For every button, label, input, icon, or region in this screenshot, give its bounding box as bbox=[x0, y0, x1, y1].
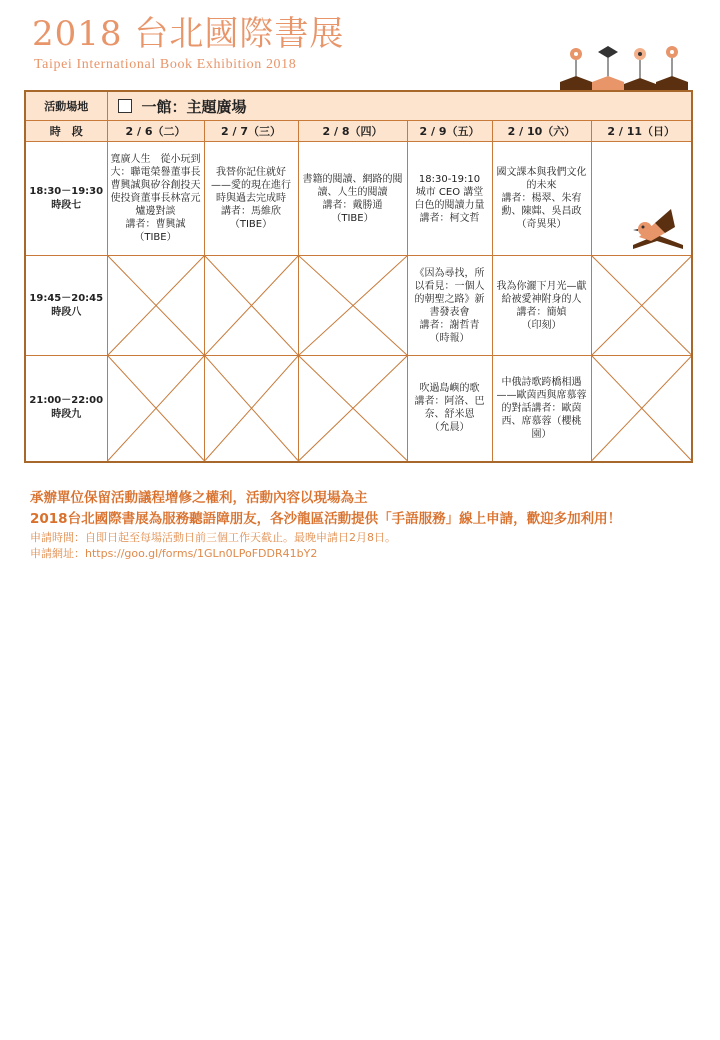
slot-cell bbox=[25, 142, 107, 256]
schedule-table bbox=[24, 90, 693, 463]
event-text: 城市 CEO 講堂 bbox=[415, 186, 484, 198]
event-text: 我替你記住就好——愛的現在進行時與過去完成時 bbox=[211, 167, 291, 204]
slot-time: 18:30－19:30 bbox=[29, 185, 104, 197]
event-cell bbox=[407, 256, 492, 356]
slot-time: 19:45－20:45 bbox=[29, 292, 104, 304]
event-cell bbox=[492, 356, 591, 462]
event-text: 講者：楊翠、朱宥勳、陳茻、吳昌政 bbox=[501, 193, 582, 217]
event-text: 講者：謝哲青 bbox=[419, 319, 480, 331]
slot-name: 時段九 bbox=[51, 409, 82, 421]
event-cell bbox=[492, 142, 591, 256]
event-text: （TIBE） bbox=[331, 212, 374, 224]
empty-cell-cross bbox=[592, 256, 692, 355]
event-cell bbox=[107, 142, 204, 256]
event-cell bbox=[298, 356, 407, 462]
event-text: 講者：簡媜 bbox=[516, 306, 567, 318]
event-text: 18:30-19:10 bbox=[418, 173, 481, 185]
note-apply-time: 申請時間：自即日起至每場活動日前三個工作天截止。最晚申請日2月8日。 bbox=[30, 531, 396, 544]
empty-cell-cross bbox=[205, 256, 298, 355]
event-text: 講者：阿洛、巴奈、舒米恩 bbox=[414, 396, 485, 421]
event-text: 講者：柯文哲 bbox=[419, 212, 480, 224]
event-text: （印刻） bbox=[521, 319, 562, 331]
event-text: 講者：曹興誠 bbox=[125, 219, 186, 230]
event-text: 書籍的閱讀、網路的閱讀、人生的閱讀 bbox=[302, 173, 403, 198]
day-header: 2 / 11（日） bbox=[591, 121, 692, 142]
event-text: 《因為尋找，所以看見：一個人的朝聖之路》新書發表會 bbox=[414, 267, 485, 318]
slot-name: 時段七 bbox=[51, 199, 82, 211]
slot-cell bbox=[25, 256, 107, 356]
empty-cell-cross bbox=[592, 356, 692, 461]
note-sign-language: 2018台北國際書展為服務聽語障朋友，各沙龍區活動提供「手語服務」線上申請，歡迎多加利用！ bbox=[30, 511, 622, 527]
event-text: 寬廣人生 從小玩到大：聯電榮譽董事長曹興誠與矽谷創投天使投資董事長林富元爐邊對談 bbox=[110, 154, 201, 217]
table-row bbox=[25, 142, 692, 256]
event-text: 國文課本與我們文化的未來 bbox=[496, 167, 587, 191]
event-cell bbox=[204, 256, 298, 356]
empty-cell-cross bbox=[205, 356, 298, 461]
page-subtitle: Taipei International Book Exhibition 2018 bbox=[34, 57, 297, 72]
table-row bbox=[25, 356, 692, 462]
event-cell bbox=[107, 356, 204, 462]
note-apply-url[interactable]: 申請網址：https://goo.gl/forms/1GLn0LPoFDDR41bY2 bbox=[30, 547, 318, 560]
day-header: 2 / 9（五） bbox=[407, 121, 492, 142]
event-cell bbox=[204, 356, 298, 462]
header-row bbox=[25, 121, 692, 142]
event-text: 中俄詩歌跨橋相遇——歐茵西與席慕蓉的對話講者：歐茵西、席慕蓉（櫻桃園） bbox=[496, 376, 587, 440]
event-text: （TIBE） bbox=[134, 232, 177, 243]
slot-cell bbox=[25, 356, 107, 462]
event-cell bbox=[591, 256, 692, 356]
time-header: 時 段 bbox=[25, 121, 107, 142]
event-cell bbox=[591, 142, 692, 256]
venue-label: 活動場地 bbox=[25, 91, 107, 121]
empty-cell-cross bbox=[108, 256, 204, 355]
event-text: 我為你灑下月光—獻給被愛神附身的人 bbox=[496, 280, 587, 305]
event-cell bbox=[107, 256, 204, 356]
table-row bbox=[25, 256, 692, 356]
day-header: 2 / 6（二） bbox=[107, 121, 204, 142]
event-cell bbox=[204, 142, 298, 256]
event-cell bbox=[492, 256, 591, 356]
event-cell bbox=[591, 356, 692, 462]
note-rights: 承辦單位保留活動議程增修之權利，活動內容以現場為主 bbox=[30, 490, 368, 506]
event-cell bbox=[298, 256, 407, 356]
event-text: （TIBE） bbox=[229, 219, 273, 230]
event-text: （允晨） bbox=[429, 422, 470, 434]
event-text: （奇異果） bbox=[516, 219, 567, 230]
event-cell bbox=[407, 356, 492, 462]
day-header: 2 / 10（六） bbox=[492, 121, 591, 142]
event-text: 講者：馬維欣 bbox=[221, 206, 281, 217]
day-header: 2 / 7（三） bbox=[204, 121, 298, 142]
checkbox-icon bbox=[118, 99, 132, 113]
event-text: （時報） bbox=[429, 332, 470, 344]
empty-cell-cross bbox=[108, 356, 204, 461]
venue-name-cell bbox=[107, 91, 692, 121]
empty-cell-cross bbox=[299, 256, 407, 355]
event-text: 白色的閱讀力量 bbox=[414, 199, 485, 211]
event-text: 吹過島嶼的歌 bbox=[419, 383, 480, 395]
slot-time: 21:00－22:00 bbox=[29, 395, 104, 407]
venue-name: 一館：主題廣場 bbox=[141, 97, 247, 116]
slot-name: 時段八 bbox=[51, 306, 82, 318]
event-cell bbox=[298, 142, 407, 256]
bird-book-icon bbox=[631, 207, 685, 251]
venue-row bbox=[25, 91, 692, 121]
event-text: 講者：戴勝通 bbox=[322, 199, 383, 211]
page-title: 2018 台北國際書展 bbox=[32, 14, 345, 54]
event-cell bbox=[407, 142, 492, 256]
empty-cell-cross bbox=[299, 356, 407, 461]
notes bbox=[30, 488, 720, 562]
day-header: 2 / 8（四） bbox=[298, 121, 407, 142]
